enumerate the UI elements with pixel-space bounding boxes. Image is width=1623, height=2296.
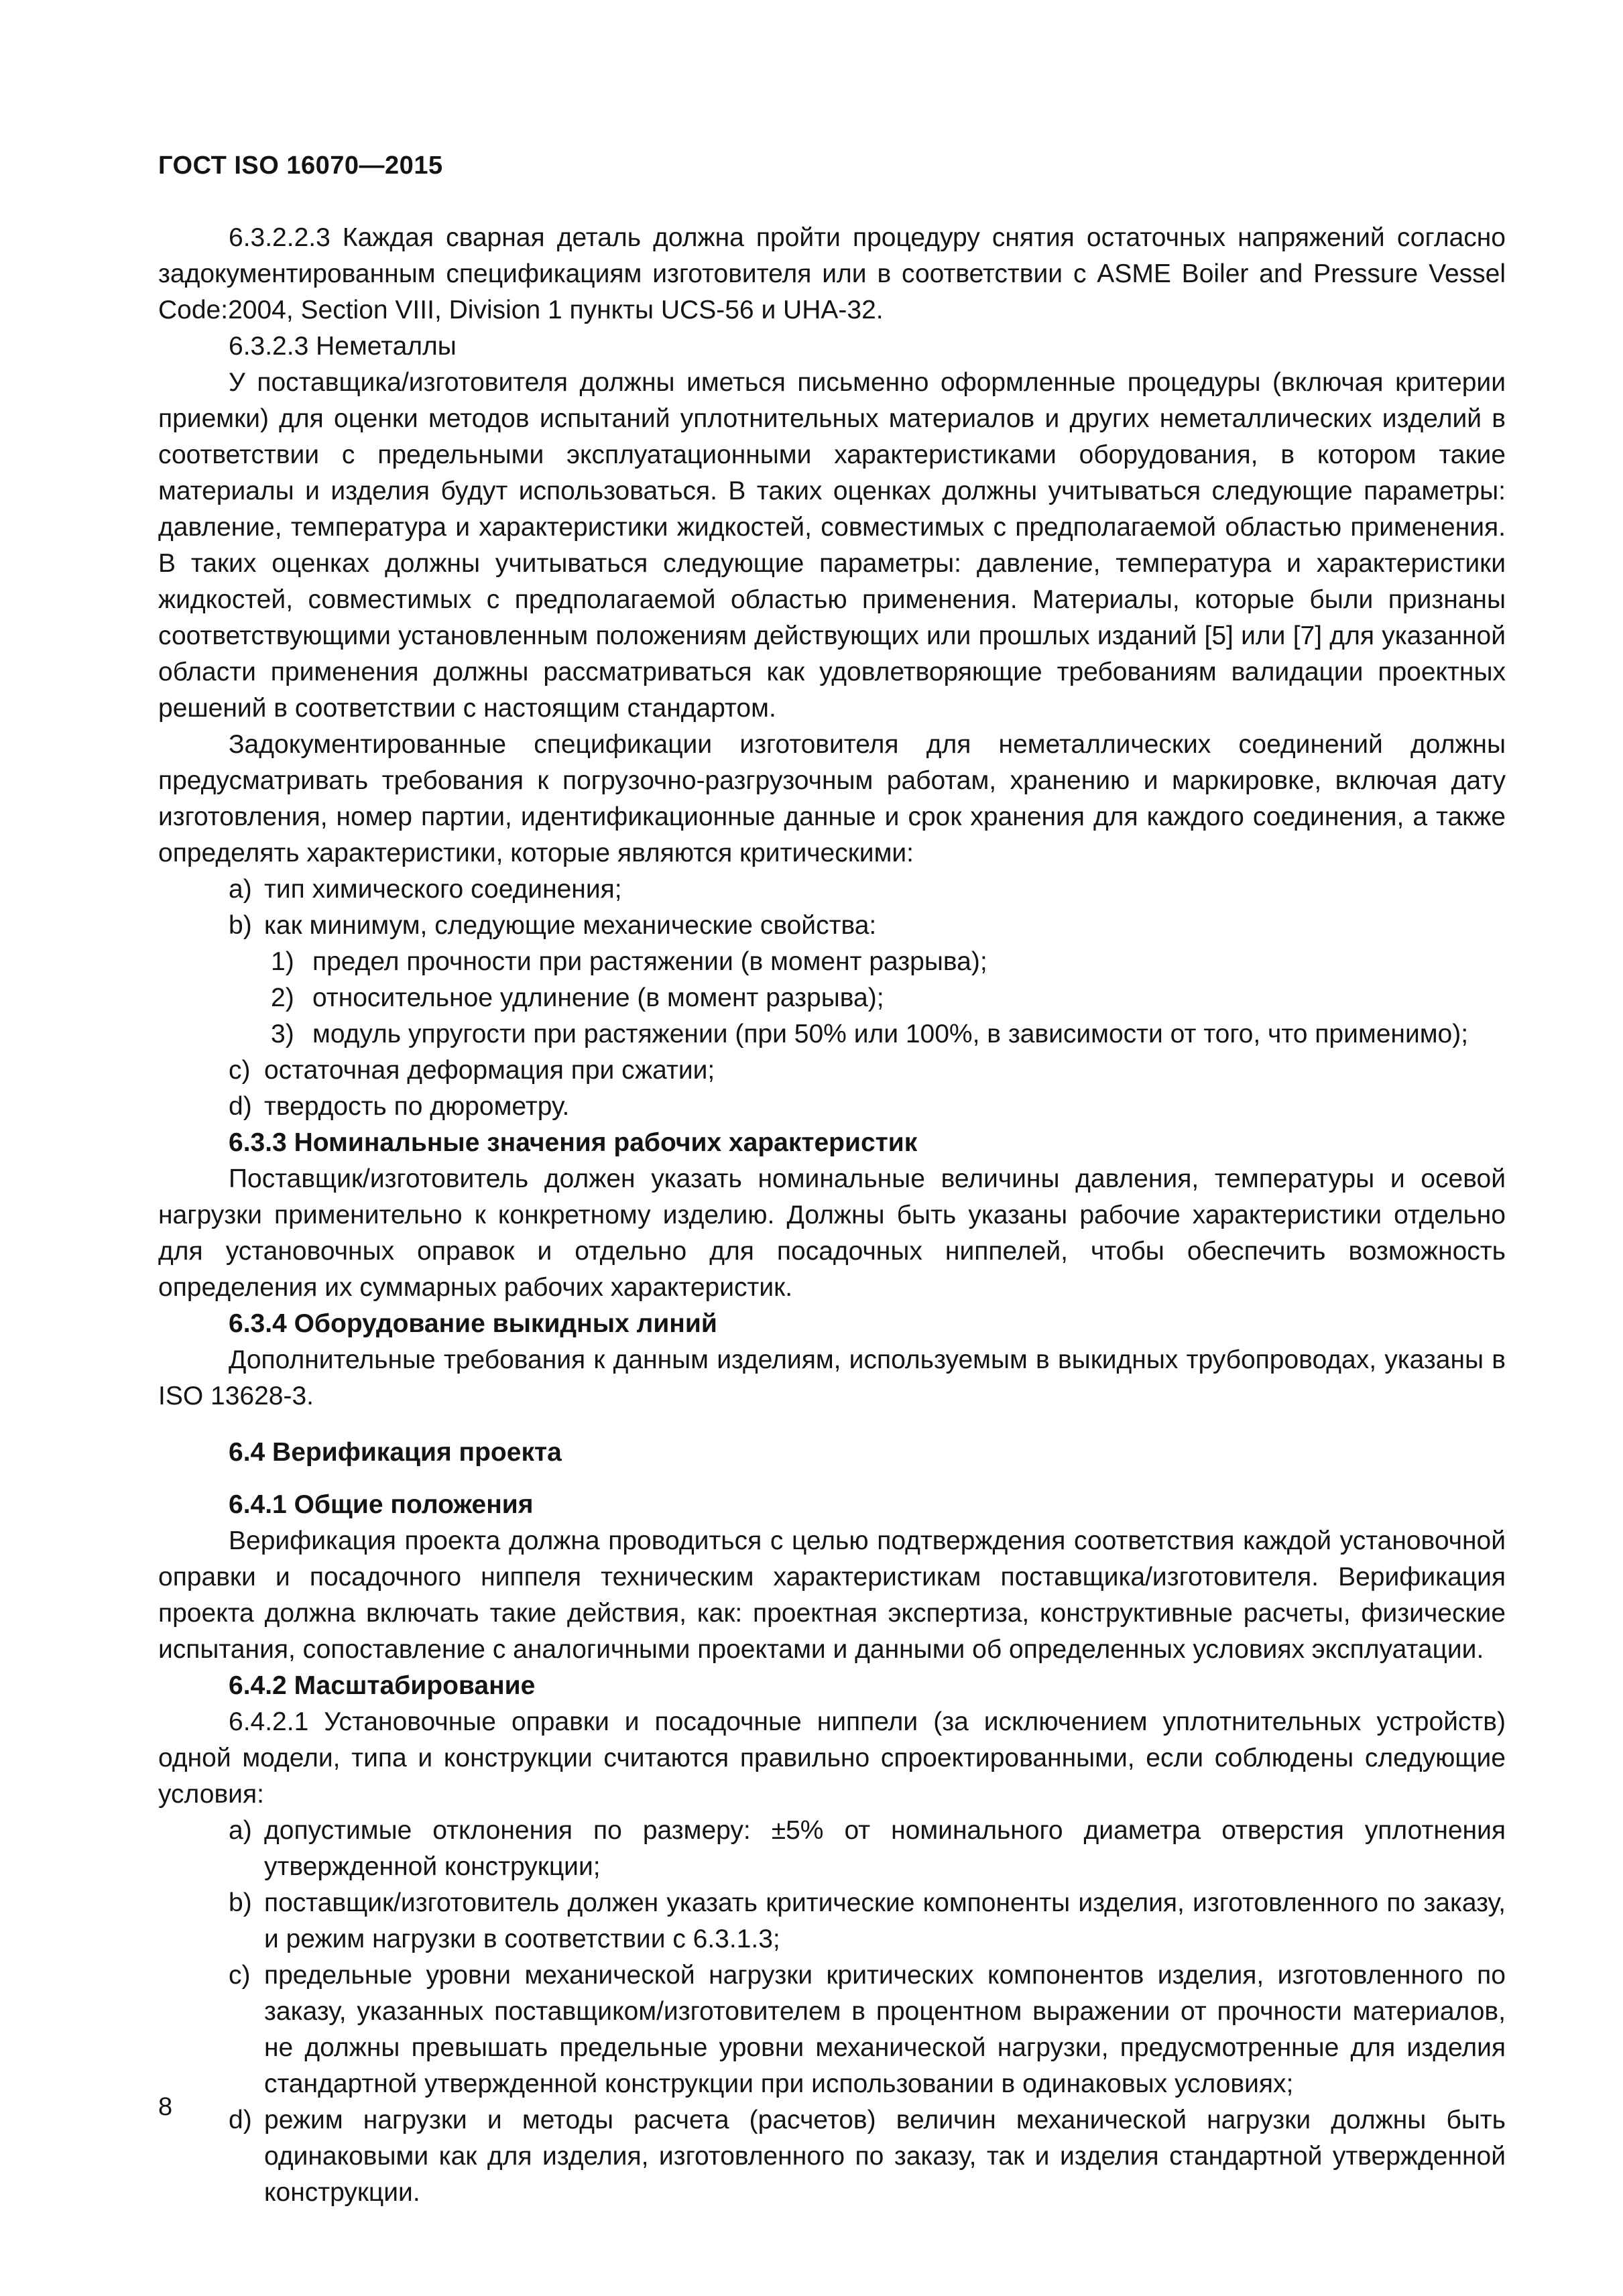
sublist-marker: 1) <box>271 947 294 976</box>
paragraph-nonmetals-2: Задокументированные спецификации изготовителя для неметаллических соединений должны предусматривать требования к погрузочно-разгрузочным работам, хранению и маркировке, включая дату изготовления, номер партии, идентификационные данные и срок хранения для каждого соединения, а также определять характеристики, которые являются критическими: <box>158 730 1506 867</box>
sublist-item-text: модуль упругости при растяжении (при 50% или 100%, в зависимости от того, что применимо); <box>312 1020 1469 1048</box>
list-marker: c) <box>229 1961 251 1990</box>
document-header: ГОСТ ISO 16070—2015 <box>158 152 443 180</box>
sublist-item-text: относительное удлинение (в момент разрыва); <box>312 983 884 1012</box>
list-item <box>158 1813 1506 1885</box>
list-item-text: допустимые отклонения по размеру: ±5% от номинального диаметра отверстия уплотнения утвержденной конструкции; <box>264 1816 1506 1881</box>
list-item-text: как минимум, следующие механические свойства: <box>264 911 877 940</box>
sublist-item <box>158 1016 1506 1052</box>
list-marker: b) <box>229 911 252 940</box>
paragraph-6-4-2-1: 6.4.2.1 Установочные оправки и посадочные ниппели (за исключением уплотнительных устройств) одной модели, типа и конструкции считаются правильно спроектированными, если соблюдены следующие условия: <box>158 1707 1506 1809</box>
sublist-item <box>158 944 1506 980</box>
paragraph-6-3-4: Дополнительные требования к данным изделиям, используемым в выкидных трубопроводах, указаны в ISO 13628-3. <box>158 1345 1506 1410</box>
paragraph-6-4-1: Верификация проекта должна проводиться с целью подтверждения соответствия каждой установочной оправки и посадочного ниппеля техническим характеристикам поставщика/изготовителя. Верификация проекта должна включать такие действия, как: проектная экспертиза, конструктивные расчеты, физические испытания, сопоставление с аналогичными проектами и данными об определенных условиях эксплуатации. <box>158 1526 1506 1664</box>
list-item <box>158 1052 1506 1089</box>
section-6-3-3-title: 6.3.3 Номинальные значения рабочих характеристик <box>229 1128 918 1157</box>
list-item <box>158 1089 1506 1125</box>
list-item-text: твердость по дюрометру. <box>264 1092 570 1121</box>
section-6-3-4-title: 6.3.4 Оборудование выкидных линий <box>229 1309 717 1338</box>
paragraph-nonmetals-1: У поставщика/изготовителя должны иметься письменно оформленные процедуры (включая критерии приемки) для оценки методов испытаний уплотнительных материалов и других неметаллических изделий в соответствии с предельными эксплуатационными характеристиками оборудования, в котором такие материалы и изделия будут использоваться. В таких оценках должны учитываться следующие параметры: давление, температура и характеристики жидкостей, совместимых с предполагаемой областью применения. В таких оценках должны учитываться следующие параметры: давление, температура и характеристики жидкостей, совместимых с предполагаемой областью применения. Материалы, которые были признаны соответствующими установленным положениям действующих или прошлых изданий [5] или [7] для указанной области применения должны рассматриваться как удовлетворяющие требованиям валидации проектных решений в соответствии с настоящим стандартом. <box>158 368 1506 723</box>
list-item <box>158 2102 1506 2211</box>
list-item-text: остаточная деформация при сжатии; <box>264 1056 715 1085</box>
paragraph-6-3-2-2-3: 6.3.2.2.3 Каждая сварная деталь должна пройти процедуру снятия остаточных напряжений согласно задокументированным спецификациям изготовителя или в соответствии с ASME Boiler and Pressure Vessel Code:2004, Section VIII, Division 1 пункты UCS-56 и UHA-32. <box>158 223 1506 324</box>
page-number: 8 <box>158 2093 173 2121</box>
subsection-6-3-2-3-title: 6.3.2.3 Неметаллы <box>229 332 457 361</box>
list-item-text: режим нагрузки и методы расчета (расчетов) величин механической нагрузки должны быть одинаковыми как для изделия, изготовленного по заказу, так и изделия стандартной утвержденной конструкции. <box>264 2106 1506 2207</box>
sublist-marker: 3) <box>271 1020 294 1048</box>
list-item <box>158 871 1506 908</box>
list-marker: c) <box>229 1056 251 1085</box>
list-item-text: тип химического соединения; <box>264 875 622 904</box>
list-item <box>158 1885 1506 1957</box>
list-marker: a) <box>229 875 252 904</box>
list-marker: d) <box>229 1092 252 1121</box>
list-item-text: предельные уровни механической нагрузки критических компонентов изделия, изготовленного по заказу, указанных поставщиком/изготовителем в процентном выражении от прочности материалов, не должны превышать предельные уровни механической нагрузки, предусмотренные для изделия стандартной утвержденной конструкции при использовании в одинаковых условиях; <box>264 1961 1506 2098</box>
list-item-text: поставщик/изготовитель должен указать критические компоненты изделия, изготовленного по заказу, и режим нагрузки в соответствии с 6.3.1.3; <box>264 1888 1506 1953</box>
section-6-4-title: 6.4 Верификация проекта <box>229 1438 562 1467</box>
list-item <box>158 1957 1506 2102</box>
document-body <box>158 220 1506 2211</box>
paragraph-6-3-3: Поставщик/изготовитель должен указать номинальные величины давления, температуры и осевой нагрузки применительно к конкретному изделию. Должны быть указаны рабочие характеристики отдельно для установочных оправок и отдельно для посадочных ниппелей, чтобы обеспечить возможность определения их суммарных рабочих характеристик. <box>158 1164 1506 1302</box>
section-6-4-1-title: 6.4.1 Общие положения <box>229 1490 534 1519</box>
list-item <box>158 908 1506 944</box>
list-marker: d) <box>229 2106 252 2134</box>
sublist-item <box>158 980 1506 1016</box>
sublist-item-text: предел прочности при растяжении (в момент разрыва); <box>312 947 987 976</box>
sublist-marker: 2) <box>271 983 294 1012</box>
list-marker: b) <box>229 1888 252 1917</box>
list-marker: a) <box>229 1816 252 1845</box>
section-6-4-2-title: 6.4.2 Масштабирование <box>229 1671 536 1700</box>
